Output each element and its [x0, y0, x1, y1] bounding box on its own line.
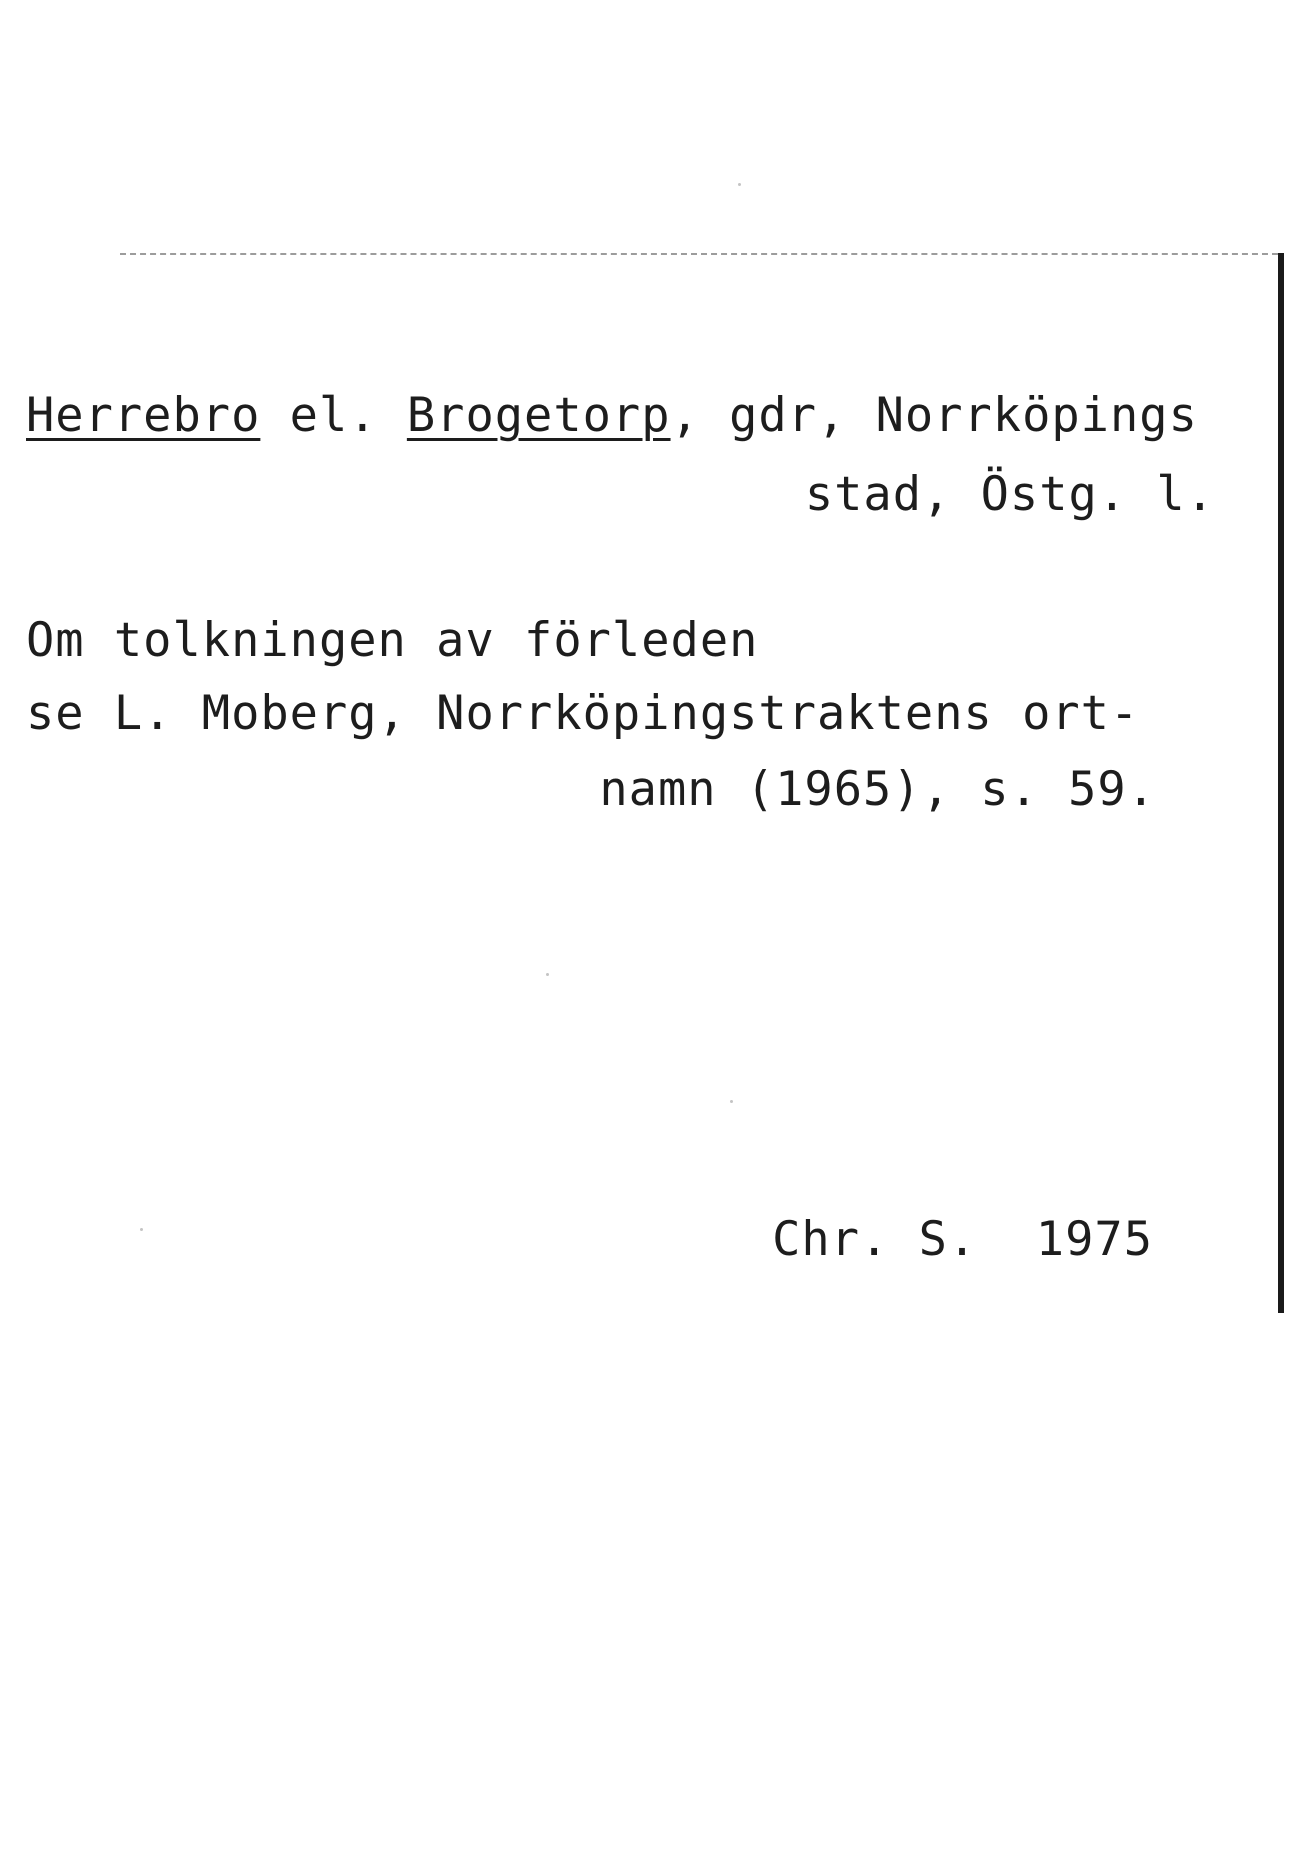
scan-speck	[546, 973, 549, 976]
scan-speck	[140, 1228, 143, 1231]
place-type-and-parish: , gdr, Norrköpings	[670, 388, 1198, 443]
scan-speck	[738, 183, 741, 186]
conjunction: el.	[289, 388, 378, 443]
note-line-3: namn (1965), s. 59.	[599, 762, 1156, 817]
heading-line-1	[26, 388, 1198, 443]
card-top-edge	[120, 253, 1278, 255]
heading-line-2: stad, Östg. l.	[804, 467, 1215, 522]
signature: Chr. S. 1975	[772, 1212, 1153, 1267]
scan-speck	[730, 1100, 733, 1103]
note-line-1: Om tolkningen av förleden	[26, 613, 759, 668]
place-name-alternate: Brogetorp	[406, 388, 671, 443]
place-name-primary: Herrebro	[26, 388, 261, 443]
note-line-2: se L. Moberg, Norrköpingstraktens ort-	[26, 686, 1140, 741]
card-right-edge	[1278, 253, 1284, 1313]
